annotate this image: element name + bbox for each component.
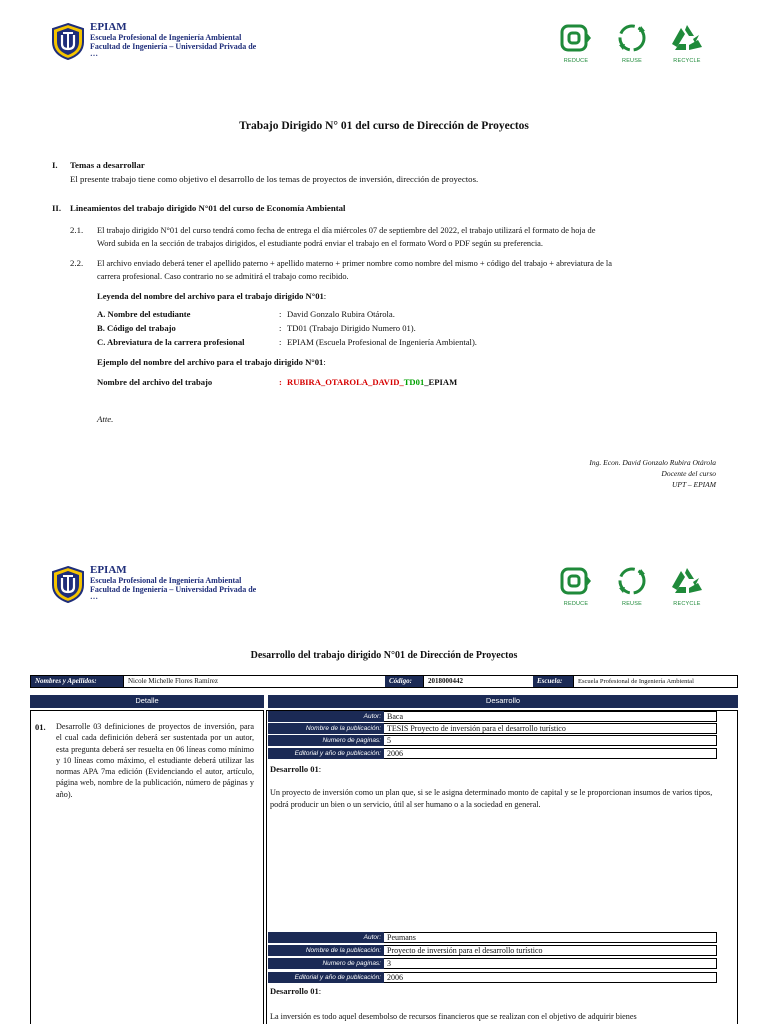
reduce-badge	[553, 22, 599, 64]
entry2-publication-row	[268, 945, 717, 956]
entry2-publication-label: Nombre de la publicación:	[268, 945, 384, 956]
atte-text: Atte.	[97, 414, 114, 424]
example-name-part: RUBIRA_OTAROLA_DAVID_	[287, 377, 404, 387]
entry1-publication-label: Nombre de la publicación:	[268, 723, 384, 734]
entry2-publication-field[interactable]: Proyecto de inversión para el desarrollo turístico	[384, 945, 717, 956]
section2-title: Lineamientos del trabajo dirigido N°01 del curso de Economía Ambiental	[70, 203, 346, 213]
institution-name: EPIAM	[90, 564, 127, 576]
legend-sep-a: :	[279, 309, 282, 319]
reuse-icon	[615, 22, 649, 54]
question-text: Desarrolle 03 definiciones de proyectos de inversión, para el cual cada definición deberá ser sustentada por un autor, esta pregunta deberá ser resuelta en 06 líneas como mínimo y 10 líneas como máximo, el estudiante deberá utilizar las normas APA 7ma edición (Evidenciando el autor, artículo, página web, nombre de la publicación, número de páginas y año).	[56, 722, 254, 799]
entry2-development-label: Desarrollo 01	[270, 986, 319, 996]
entry2-pages-field[interactable]: 3	[384, 958, 717, 969]
section1-title: Temas a desarrollar	[70, 160, 145, 170]
item-2-1-line2: Word subida en la sección de trabajos dirigidos, el estudiante podrá enviar el trabajo en el formato Word o PDF según su preferencia.	[97, 239, 543, 248]
example-title-colon: :	[323, 357, 326, 367]
entry1-pages-row	[268, 735, 717, 746]
institution-name: EPIAM	[90, 21, 127, 33]
page2-header	[50, 565, 720, 615]
legend-val-b: TD01 (Trabajo Dirigido Numero 01).	[287, 323, 416, 333]
student-info-bar	[30, 675, 738, 688]
entry2-year-field[interactable]: 2006	[384, 972, 717, 983]
university-logo-icon	[50, 565, 86, 603]
entry2-development-heading	[270, 986, 321, 996]
institution-faculty-cont: …	[90, 49, 98, 58]
legend-key-c: C. Abreviatura de la carrera profesional	[97, 337, 245, 347]
reuse-icon	[615, 565, 649, 597]
university-logo-icon	[50, 22, 86, 60]
reduce-icon	[559, 22, 593, 54]
reduce-label: REDUCE	[563, 58, 589, 64]
recycle-badge	[664, 22, 710, 64]
name-value: Nicole Michelle Flores Ramírez	[123, 676, 385, 687]
legend-title: Leyenda del nombre del archivo para el trabajo dirigido N°01	[97, 291, 324, 301]
reduce-icon	[559, 565, 593, 597]
signature-role: Docente del curso	[661, 469, 716, 478]
recycle-label: RECYCLE	[673, 601, 701, 607]
recycle-badge	[664, 565, 710, 607]
legend-key-a: A. Nombre del estudiante	[97, 309, 191, 319]
section1-number: I.	[52, 160, 58, 170]
example-sep: :	[279, 377, 282, 387]
section2-number: II.	[52, 203, 62, 213]
entry1-year-label: Editorial y año de publicación:	[268, 748, 384, 759]
example-key: Nombre del archivo del trabajo	[97, 377, 213, 387]
entry1-development-heading	[270, 764, 321, 774]
item-2-1-number: 2.1.	[70, 225, 84, 235]
entry2-development-colon: :	[318, 986, 322, 996]
entry2-author-row	[268, 932, 717, 943]
page1-header	[50, 22, 720, 72]
legend-sep-b: :	[279, 323, 282, 333]
recycle-icon	[669, 565, 705, 597]
item-2-2-number: 2.2.	[70, 258, 84, 268]
example-title: Ejemplo del nombre del archivo para el trabajo dirigido N°01	[97, 357, 324, 367]
reuse-badge	[609, 22, 655, 64]
entry1-year-field[interactable]: 2006	[384, 748, 717, 759]
entry1-author-row	[268, 711, 717, 722]
entry1-development-colon: :	[318, 764, 322, 774]
entry1-publication-field[interactable]: TESIS Proyecto de inversión para el desarrollo turístico	[384, 723, 717, 734]
example-code-part: TD01	[403, 377, 425, 387]
example-value	[279, 377, 457, 388]
recycle-label: RECYCLE	[673, 58, 701, 64]
item-2-2-line1: El archivo enviado deberá tener el apellido paterno + apellido materno + primer nombre como nombre del mismo + código del trabajo + abreviatura de la	[97, 259, 612, 268]
institution-faculty: Facultad de Ingeniería – Universidad Privada de	[90, 42, 257, 51]
institution-school: Escuela Profesional de Ingeniería Ambiental	[90, 33, 242, 42]
reduce-badge	[553, 565, 599, 607]
reuse-label: REUSE	[622, 58, 642, 64]
question-number: 01.	[35, 722, 46, 732]
legend-val-c: EPIAM (Escuela Profesional de Ingeniería Ambiental).	[287, 337, 477, 347]
entry2-development-text[interactable]: La inversión es todo aquel desembolso de recursos financieros que se realizan con el objetivo de adquirir bienes	[270, 1012, 637, 1021]
example-heading	[97, 357, 326, 368]
reduce-label: REDUCE	[563, 601, 589, 607]
entry1-development-label: Desarrollo 01	[270, 764, 319, 774]
reuse-badge	[609, 565, 655, 607]
entry1-year-row	[268, 748, 717, 759]
entry2-author-field[interactable]: Peumans	[384, 932, 717, 943]
school-label: Escuela:	[533, 676, 573, 687]
item-2-1-line1: El trabajo dirigido N°01 del curso tendrá como fecha de entrega el día miércoles 07 de septiembre del 2022, el trabajo utilizará el formato de hoja de	[97, 226, 596, 235]
legend-sep-c: :	[279, 337, 282, 347]
reuse-label: REUSE	[622, 601, 642, 607]
legend-key-b: B. Código del trabajo	[97, 323, 176, 333]
institution-faculty: Facultad de Ingeniería – Universidad Privada de	[90, 585, 257, 594]
institution-block	[90, 565, 256, 599]
legend-title-colon: :	[323, 291, 327, 301]
column-detalle-header: Detalle	[30, 695, 264, 708]
entry1-pages-label: Numero de paginas:	[268, 735, 384, 746]
code-value: 2018000442	[423, 676, 533, 687]
entry2-year-label: Editorial y año de publicación:	[268, 972, 384, 983]
entry1-publication-row	[268, 723, 717, 734]
name-label: Nombres y Apellidos:	[31, 676, 123, 687]
institution-faculty-cont: …	[90, 592, 98, 601]
entry2-pages-row	[268, 958, 717, 969]
entry1-development-text[interactable]: Un proyecto de inversión como un plan que, si se le asigna determinado monto de capital y se le proporcionan insumos de varios tipos, podrá producir un bien o un servicio, útil al ser humano o a la sociedad en general.	[270, 788, 713, 809]
entry2-pages-label: Numero de paginas:	[268, 958, 384, 969]
institution-block	[90, 22, 256, 56]
item-2-2-line2: carrera profesional. Caso contrario no se admitirá el trabajo como recibido.	[97, 272, 349, 281]
signature-org: UPT – EPIAM	[671, 480, 716, 489]
school-value: Escuela Profesional de Ingeniería Ambiental	[573, 676, 737, 687]
example-school-part: _EPIAM	[424, 377, 458, 387]
entry1-author-field[interactable]: Baca	[384, 711, 717, 722]
entry2-author-label: Autor:	[268, 932, 384, 943]
entry1-pages-field[interactable]: 5	[384, 735, 717, 746]
page1-title: Trabajo Dirigido N° 01 del curso de Dirección de Proyectos	[239, 120, 529, 132]
recycle-icon	[669, 22, 705, 54]
legend-val-a: David Gonzalo Rubira Otárola.	[287, 309, 395, 319]
entry1-author-label: Autor:	[268, 711, 384, 722]
institution-school: Escuela Profesional de Ingeniería Ambiental	[90, 576, 242, 585]
signature-name: Ing. Econ. David Gonzalo Rubira Otárola	[589, 458, 716, 467]
entry2-year-row	[268, 972, 717, 983]
legend-heading	[97, 291, 326, 302]
code-label: Código:	[385, 676, 423, 687]
column-desarrollo-header: Desarrollo	[268, 695, 738, 708]
section1-body: El presente trabajo tiene como objetivo el desarrollo de los temas de proyectos de inversión, dirección de proyectos.	[70, 174, 479, 184]
page2-title: Desarrollo del trabajo dirigido N°01 de Dirección de Proyectos	[250, 650, 518, 661]
